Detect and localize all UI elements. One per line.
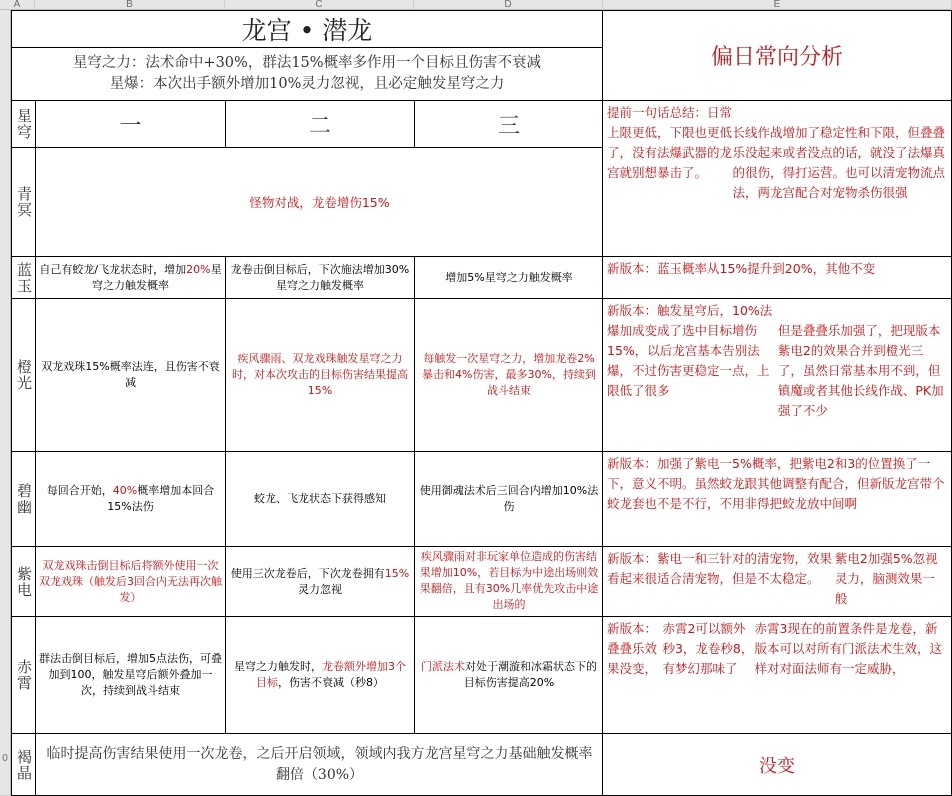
row-label-text: 赤霄 xyxy=(15,659,33,691)
intro-text[interactable] xyxy=(11,47,603,101)
analysis-hejing[interactable]: 没变 xyxy=(602,733,952,796)
analysis-summary[interactable] xyxy=(602,100,952,257)
intro-line-2: 星爆：本次出手额外增加10%灵力忽视，且必定触发星穹之力 xyxy=(109,76,505,92)
tier-header-2[interactable]: 二 xyxy=(225,100,415,148)
row-label-biyou[interactable] xyxy=(11,451,36,547)
highlight-text: 20% xyxy=(186,262,211,276)
lanyu-tier-3[interactable]: 增加5%星穹之力触发概率 xyxy=(414,256,604,299)
analysis-chengguang[interactable] xyxy=(602,298,952,452)
chixiao-tier-2[interactable] xyxy=(225,616,415,734)
lanyu-tier-2[interactable]: 龙卷击倒目标后，下次施法增加30%星穹之力触发概率 xyxy=(225,256,415,299)
chixiao-tier-1[interactable]: 群法击倒目标后，增加5点法伤，可叠加到100，触发星穹后额外叠加一次，持续到战斗结束 xyxy=(35,616,226,734)
cell-text: 门派法术对处于潮漩和冰霜状态下的目标伤害提高20% xyxy=(421,660,597,689)
row-label-text: 星穹 xyxy=(15,108,33,140)
chengguang-tier-1[interactable]: 双龙戏珠15%概率法连，且伤害不衰减 xyxy=(35,298,226,452)
cell-text: 自己有蛟龙/飞龙状态时，增加20%星穹之力触发概率 xyxy=(39,262,222,292)
column-header-C[interactable]: C xyxy=(225,0,414,10)
analysis-paragraph: 提前一句话总结：日常上限更低，下限也更低了，没有法爆武器的龙宫就别想暴击了。 xyxy=(607,105,733,180)
analysis-paragraph: 新版本：蓝玉概率从15%提升到20%，其他不变 xyxy=(607,261,876,276)
row-label-chengguang[interactable] xyxy=(11,298,36,452)
analysis-paragraph: 赤霄3现在的前置条件是龙卷，新版本可以对所有门派法术生效，这样对对面法师有一定威胁， xyxy=(754,621,943,676)
row-label-text: 蓝玉 xyxy=(15,261,33,294)
intro-line-1: 星穹之力：法术命中+30%，群法15%概率多作用一个目标且伤害不衰减 xyxy=(72,55,542,71)
analysis-paragraph: 长线作战增加了稳定性和下限，但叠叠乐没起来或者没点的话，就没了法爆真的很伤，得打运营。也可以清宠物流点法，两龙宫配合对宠物杀伤很强 xyxy=(732,125,945,200)
biyou-tier-3[interactable]: 使用御魂法术后三回合内增加10%法伤 xyxy=(414,451,604,547)
row-label-text: 青冥 xyxy=(15,186,33,218)
biyou-tier-1[interactable] xyxy=(35,451,226,547)
column-header-D[interactable]: D xyxy=(414,0,603,10)
row-label-text: 碧幽 xyxy=(15,483,33,515)
row-label-text: 褐晶 xyxy=(15,748,33,781)
row-label-chixiao[interactable] xyxy=(11,616,36,734)
zidian-tier-2[interactable] xyxy=(225,546,415,617)
chixiao-tier-3[interactable] xyxy=(414,616,604,734)
analysis-chixiao[interactable] xyxy=(602,616,952,734)
analysis-zidian[interactable] xyxy=(602,546,952,617)
cell-text: 星穹之力触发时，龙卷额外增加3个目标，伤害不衰减（秒8） xyxy=(234,660,406,689)
highlight-text: 15% xyxy=(384,566,410,580)
analysis-biyou[interactable] xyxy=(602,451,952,547)
analysis-paragraph: 新版本：叠叠乐效果没变， xyxy=(607,621,658,676)
row-label-hejing[interactable] xyxy=(11,733,36,796)
page-title[interactable]: 龙宫 • 潜龙 xyxy=(11,10,603,48)
tier-header-1[interactable]: 一 xyxy=(35,100,226,148)
row-label-qingming[interactable] xyxy=(11,147,36,257)
row-label-text: 紫电 xyxy=(15,565,33,598)
analysis-paragraph: 紫电2加强5%忽视灵力，脑测效果一般 xyxy=(834,551,938,606)
row-label-zidian[interactable] xyxy=(11,546,36,617)
highlight-text: 40% xyxy=(112,484,138,497)
analysis-paragraph: 新版本：触发星穹后，10%法爆加成变成了选中目标增伤15%，以后龙宫基本告别法爆，不过伤害更稳定一点，上限低了很多 xyxy=(607,303,773,398)
highlight-text: 门派法术 xyxy=(421,660,465,673)
row-label-text: 橙光 xyxy=(15,359,33,391)
zidian-tier-3[interactable]: 疾风骤雨对非玩家单位造成的伤害结果增加10%，若目标为中途出场则效果翻倍，且有30%几率优先攻击中途出场的 xyxy=(414,546,604,617)
cell-text: 每回合开始，40%概率增加本回合15%法伤 xyxy=(46,484,215,513)
column-header-E[interactable]: E xyxy=(603,0,952,10)
column-header-B[interactable]: B xyxy=(35,0,225,10)
analysis-paragraph: 新版本：紫电一和三针对的清宠物，效果看起来很适合清宠物，但是不太稳定。 xyxy=(607,551,833,586)
hejing-merged-cell[interactable]: 临时提高伤害结果使用一次龙卷，之后开启领域，领域内我方龙宫星穹之力基础触发概率翻倍（30%） xyxy=(35,733,604,796)
zidian-tier-1[interactable]: 双龙戏珠击倒目标后将额外使用一次双龙戏珠（触发后3回合内无法再次触发） xyxy=(35,546,226,617)
analysis-title[interactable]: 偏日常向分析 xyxy=(602,10,952,101)
row-label-lanyu[interactable] xyxy=(11,256,36,299)
analysis-paragraph: 但是叠叠乐加强了，把现版本紫电2的效果合并到橙光三了，虽然日常基本用不到，但镇魔或者其他长线作战、PK加强了不少 xyxy=(777,323,944,418)
chengguang-tier-2[interactable]: 疾风骤雨、双龙戏珠触发星穹之力时，对本次攻击的目标伤害结果提高15% xyxy=(225,298,415,452)
highlight-text: 龙卷额外增加3个目标 xyxy=(256,660,406,689)
tier-header-3[interactable]: 三 xyxy=(414,100,604,148)
analysis-paragraph: 新版本：加强了紫电一5%概率，把紫电2和3的位置换了一下，意义不明。虽然蛟龙跟其他调整有配合，但新版龙宫带个蛟龙套也不是不行，不用非得把蛟龙放中间啊 xyxy=(607,456,945,511)
analysis-lanyu[interactable] xyxy=(602,256,952,299)
row-label-xingqiong[interactable] xyxy=(11,100,36,148)
analysis-paragraph: 赤霄2可以额外秒3，龙卷秒8，有梦幻那味了 xyxy=(662,621,754,676)
qingming-merged-cell[interactable]: 怪物对战，龙卷增伤15% xyxy=(35,147,604,257)
lanyu-tier-1[interactable] xyxy=(35,256,226,299)
row-number[interactable]: 0 xyxy=(0,750,11,768)
cell-text: 使用三次龙卷后，下次龙卷拥有15%灵力忽视 xyxy=(230,566,410,596)
biyou-tier-2[interactable]: 蛟龙、飞龙状态下获得感知 xyxy=(225,451,415,547)
column-header-A[interactable]: A xyxy=(0,0,35,10)
row-header-gutter xyxy=(0,10,11,796)
chengguang-tier-3[interactable]: 每触发一次星穹之力，增加龙卷2%暴击和4%伤害，最多30%，持续到战斗结束 xyxy=(414,298,604,452)
